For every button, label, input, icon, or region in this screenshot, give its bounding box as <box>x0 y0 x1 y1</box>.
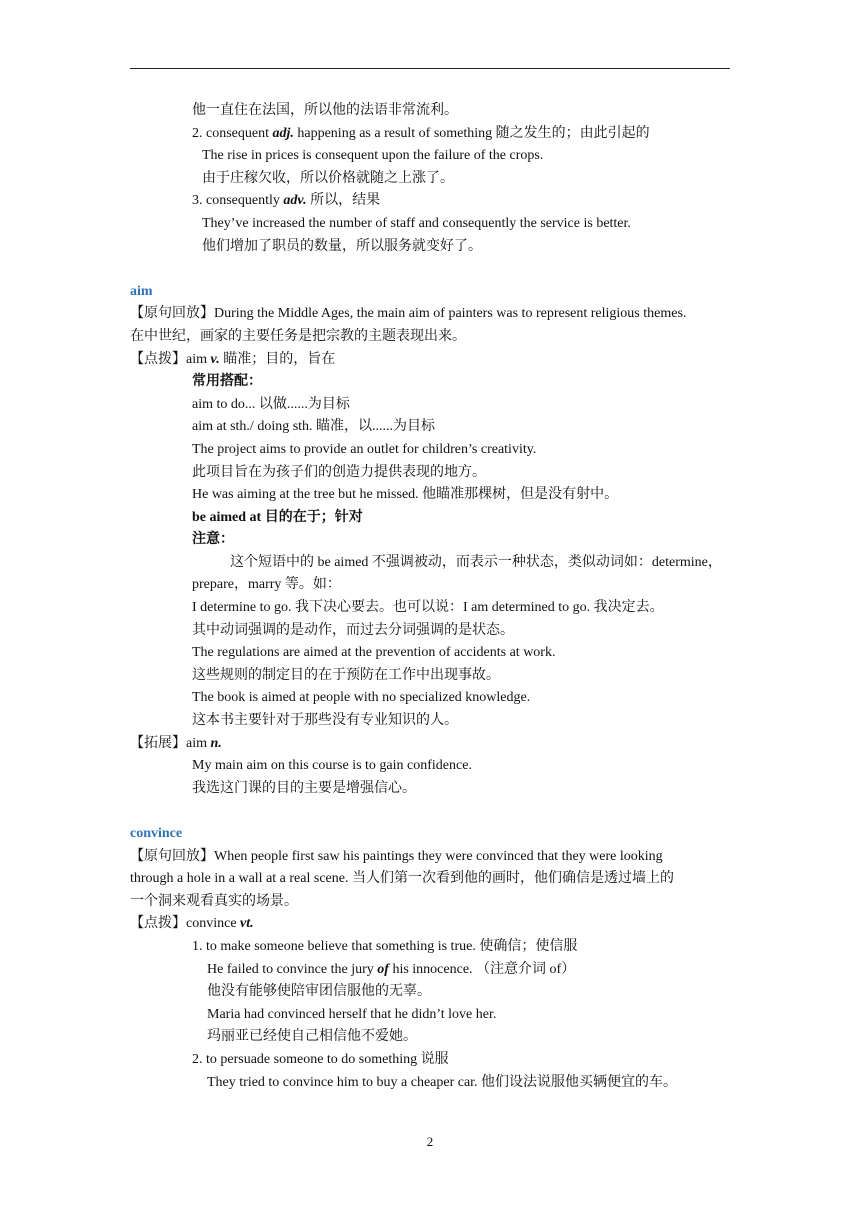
tip-word: convince <box>186 916 241 932</box>
extension-word: aim <box>186 735 211 751</box>
usage-line: The book is aimed at people with no specialized knowledge. <box>192 690 531 706</box>
note-title: 注意： <box>192 532 234 548</box>
definition: happening as a result of something 随之发生的；由此引起的 <box>293 125 650 141</box>
usage-line: He was aiming at the tree but he missed. 他瞄准那棵树，但是没有射中。 <box>192 487 619 503</box>
note-line: prepare，marry 等。如： <box>192 577 341 593</box>
tip-definition: 瞄准；目的，旨在 <box>219 351 336 367</box>
example-zh: 他没有能够使陪审团信服他的无辜。 <box>207 984 431 1000</box>
source-line: through a hole in a wall at a real scene. 当人们第一次看到他的画时，他们确信是透过墙上的 <box>130 871 674 887</box>
example-en <box>130 959 730 982</box>
example-en: My main aim on this course is to gain confidence. <box>192 758 472 774</box>
entry-number: 2. consequent <box>192 125 273 141</box>
source-label: 【原句回放】 <box>130 306 214 322</box>
source-label: 【原句回放】 <box>130 848 214 864</box>
usage-line: The project aims to provide an outlet for children’s creativity. <box>192 441 537 457</box>
page-number: 2 <box>426 1134 434 1149</box>
header-rule <box>130 68 730 69</box>
source-line: 一个洞来观看真实的场景。 <box>130 893 298 909</box>
extension-line <box>130 733 730 756</box>
definition: 所以，结果 <box>306 193 381 209</box>
sense-1: 1. to make someone believe that something is true. 使确信；使信服 <box>192 938 578 954</box>
example-zh: 他一直住在法国，所以他的法语非常流利。 <box>192 103 458 118</box>
phrase-title: be aimed at 目的在于；针对 <box>192 509 363 525</box>
example-en: The rise in prices is consequent upon the failure of the crops. <box>202 148 544 164</box>
part-of-speech: v. <box>210 351 220 367</box>
note-line: 这个短语中的 be aimed 不强调被动，而表示一种状态，类似动词如：determine， <box>230 554 722 570</box>
tip-line <box>130 349 730 372</box>
part-of-speech: adv. <box>283 193 307 209</box>
example-en: Maria had convinced herself that he didn’t love her. <box>207 1006 497 1022</box>
entry-consequent <box>130 123 730 146</box>
usage-line: 此项目旨在为孩子们的创造力提供表现的地方。 <box>192 464 486 480</box>
extension-label: 【拓展】 <box>130 735 186 751</box>
collocation-title: 常用搭配： <box>192 374 262 390</box>
source-sentence <box>130 303 730 326</box>
example-pre: He failed to convince the jury <box>207 961 378 977</box>
example-zh: 玛丽亚已经使自己相信他不爱她。 <box>207 1029 417 1045</box>
tip-line <box>130 913 730 936</box>
source-en: During the Middle Ages, the main aim of painters was to represent religious themes. <box>214 306 687 322</box>
source-sentence <box>130 846 730 869</box>
tip-label: 【点拨】 <box>130 351 186 367</box>
tip-word: aim <box>186 351 211 367</box>
source-zh: 在中世纪，画家的主要任务是把宗教的主题表现出来。 <box>130 328 466 344</box>
tip-label: 【点拨】 <box>130 916 186 932</box>
part-of-speech: vt. <box>240 916 254 932</box>
usage-line: The regulations are aimed at the prevention of accidents at work. <box>192 645 556 661</box>
document-body <box>130 100 730 1094</box>
usage-line: 这本书主要针对于那些没有专业知识的人。 <box>192 713 458 729</box>
usage-line: I determine to go. 我下决心要去。也可以说：I am determined to go. 我决定去。 <box>192 600 664 616</box>
usage-line: aim at sth./ doing sth. 瞄准，以......为目标 <box>192 419 436 435</box>
example-zh: 由于庄稼欠收，所以价格就随之上涨了。 <box>202 170 454 186</box>
example-line: They tried to convince him to buy a cheaper car. 他们设法说服他买辆便宜的车。 <box>207 1074 678 1090</box>
usage-line: 这些规则的制定目的在于预防在工作中出现事故。 <box>192 667 500 683</box>
part-of-speech: adj. <box>272 125 294 141</box>
usage-line: aim to do... 以做......为目标 <box>192 396 350 412</box>
source-en: When people first saw his paintings they were convinced that they were looking <box>214 848 663 864</box>
example-zh: 他们增加了职员的数量，所以服务就变好了。 <box>202 238 482 254</box>
example-zh: 我选这门课的目的主要是增强信心。 <box>192 780 416 796</box>
usage-line: 其中动词强调的是动作，而过去分词强调的是状态。 <box>192 622 514 638</box>
example-post: his innocence. （注意介词 of） <box>388 961 576 977</box>
part-of-speech: n. <box>210 735 222 751</box>
example-en: They’ve increased the number of staff and consequently the service is better. <box>202 215 631 231</box>
sense-2: 2. to persuade someone to do something 说服 <box>192 1051 449 1067</box>
heading-convince: convince <box>130 826 183 841</box>
entry-number: 3. consequently <box>192 193 284 209</box>
heading-aim: aim <box>130 283 153 299</box>
entry-consequently <box>130 190 730 213</box>
preposition-highlight: of <box>377 961 389 977</box>
